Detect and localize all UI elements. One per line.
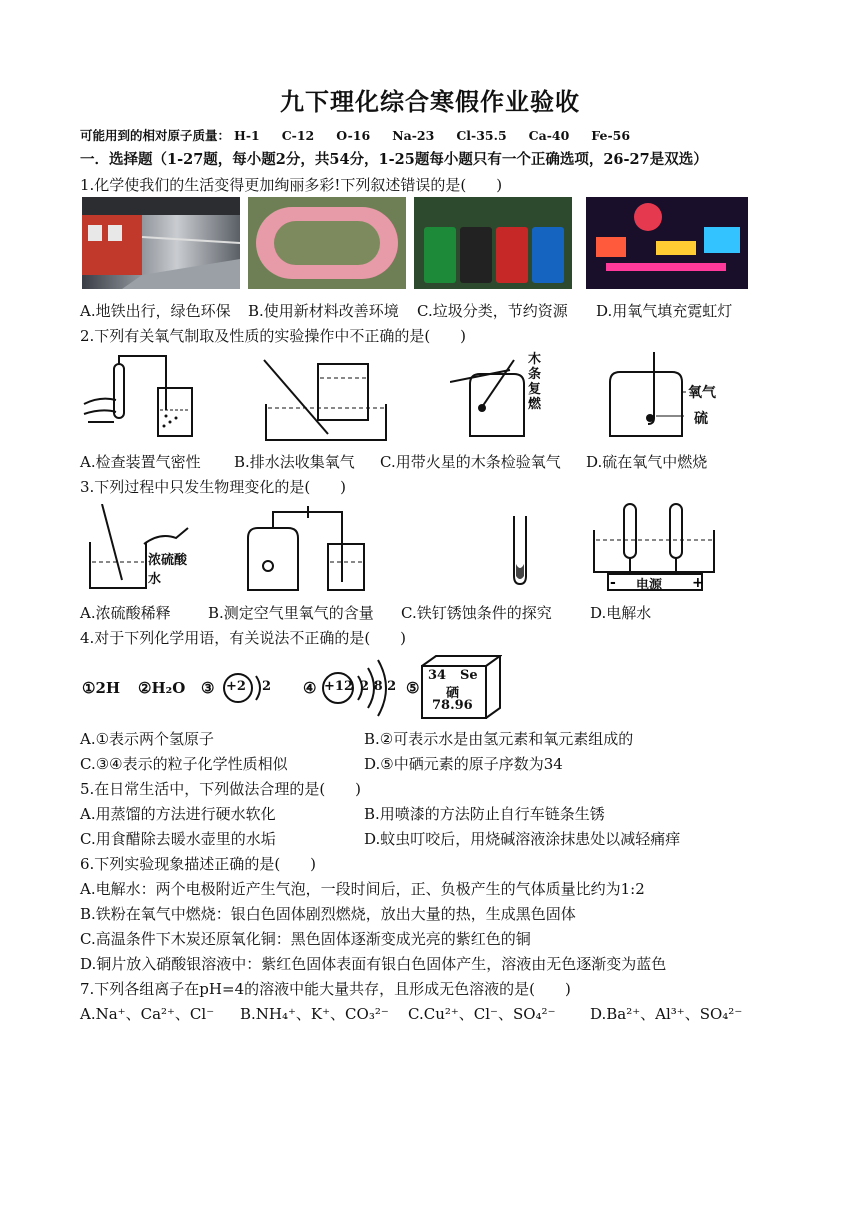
shells-4: 2 8 2 bbox=[360, 679, 397, 694]
label-yangqi: 氧气 bbox=[688, 385, 716, 401]
label-liu: 硫 bbox=[694, 411, 708, 427]
svg-text:+: + bbox=[692, 575, 704, 591]
q3-option-c: C.铁钉锈蚀条件的探究 bbox=[401, 604, 552, 622]
q5-option-b: B.用喷漆的方法防止自行车链条生锈 bbox=[364, 805, 605, 823]
atom-structure-4-diagram bbox=[320, 656, 400, 720]
q7-option-d: D.Ba²⁺、Al³⁺、SO₄²⁻ bbox=[590, 1005, 743, 1023]
q4-option-a: A.①表示两个氢原子 bbox=[80, 730, 215, 748]
oxygen-content-diagram bbox=[244, 504, 374, 594]
page-title: 九下理化综合寒假作业验收 bbox=[280, 87, 580, 116]
section-header: 一．选择题（1-27题，每小题2分，共54分，1-25题每小题只有一个正确选项，26-27是双选） bbox=[80, 151, 708, 168]
q5-option-c: C.用食醋除去暖水壶里的水垢 bbox=[80, 830, 276, 848]
symbol-3: ③ bbox=[201, 679, 215, 697]
atom-structure-3-diagram bbox=[220, 670, 280, 706]
q2-option-a: A.检查装置气密性 bbox=[80, 453, 201, 471]
acid-dilution-diagram bbox=[84, 504, 208, 594]
q4-option-c: C.③④表示的粒子化学性质相似 bbox=[80, 755, 288, 773]
element-mass: 78.96 bbox=[432, 698, 473, 713]
question-6-stem: 6.下列实验现象描述正确的是( ) bbox=[80, 855, 317, 873]
symbol-4: ④ bbox=[303, 679, 317, 697]
q3-option-d: D.电解水 bbox=[590, 604, 652, 622]
q4-option-b: B.②可表示水是由氢元素和氧元素组成的 bbox=[364, 730, 634, 748]
question-5-stem: 5.在日常生活中，下列做法合理的是( ) bbox=[80, 780, 362, 798]
atomic-mass-item: Fe-56 bbox=[591, 128, 631, 143]
q7-option-c: C.Cu²⁺、Cl⁻、SO₄²⁻ bbox=[408, 1005, 556, 1023]
q1-option-d: D.用氧气填充霓虹灯 bbox=[596, 302, 733, 320]
q3-option-a: A.浓硫酸稀释 bbox=[80, 604, 171, 622]
label-power: 电源 bbox=[636, 578, 663, 593]
subway-photo bbox=[82, 197, 240, 289]
q6-option-c: C.高温条件下木炭还原氧化铜：黑色固体逐渐变成光亮的紫红色的铜 bbox=[80, 930, 531, 948]
element-symbol: Se bbox=[460, 668, 478, 683]
sulfur-burning-diagram bbox=[604, 352, 724, 444]
atomic-mass-line bbox=[80, 126, 652, 146]
atomic-mass-item: O-16 bbox=[336, 128, 371, 143]
label-water: 水 bbox=[148, 572, 162, 587]
question-2-stem: 2.下列有关氧气制取及性质的实验操作中不正确的是( ) bbox=[80, 327, 467, 345]
q6-option-b: B.铁粉在氧气中燃烧：银白色固体剧烈燃烧，放出大量的热，生成黑色固体 bbox=[80, 905, 576, 923]
atomic-mass-label: 可能用到的相对原子质量： bbox=[80, 128, 231, 143]
label-acid: 浓硫酸 bbox=[148, 553, 188, 568]
atomic-mass-item: Ca-40 bbox=[528, 128, 570, 143]
atomic-mass-item: C-12 bbox=[281, 128, 315, 143]
q2-option-d: D.硫在氧气中燃烧 bbox=[586, 453, 708, 471]
svg-text:-: - bbox=[610, 575, 616, 591]
garbage-sorting-photo bbox=[414, 197, 572, 289]
q5-option-d: D.蚊虫叮咬后，用烧碱溶液涂抹患处以减轻痛痒 bbox=[364, 830, 681, 848]
q1-option-a: A.地铁出行，绿色环保 bbox=[80, 302, 231, 320]
nucleus-4: +12 bbox=[324, 679, 353, 694]
new-material-photo bbox=[248, 197, 406, 289]
oxygen-test-diagram bbox=[450, 352, 552, 444]
test-tube-diagram bbox=[508, 514, 532, 586]
shell-3: 2 bbox=[262, 679, 272, 694]
q4-option-d: D.⑤中硒元素的原子序数为34 bbox=[364, 755, 563, 773]
q2-option-c: C.用带火星的木条检验氧气 bbox=[380, 453, 561, 471]
question-1-stem: 1.化学使我们的生活变得更加绚丽多彩!下列叙述错误的是( ) bbox=[80, 176, 503, 194]
q7-option-b: B.NH₄⁺、K⁺、CO₃²⁻ bbox=[240, 1005, 389, 1023]
atomic-mass-item: H-1 bbox=[234, 128, 260, 143]
symbol-2: ②H₂O bbox=[138, 679, 186, 697]
question-3-stem: 3.下列过程中只发生物理变化的是( ) bbox=[80, 478, 347, 496]
atomic-mass-item: Cl-35.5 bbox=[456, 128, 507, 143]
airtightness-check-diagram bbox=[80, 352, 212, 444]
q6-option-d: D.铜片放入硝酸银溶液中：紫红色固体表面有银白色固体产生，溶液由无色逐渐变为蓝色 bbox=[80, 955, 667, 973]
question-7-stem: 7.下列各组离子在pH=4的溶液中能大量共存，且形成无色溶液的是( ) bbox=[80, 980, 571, 998]
neon-lights-photo bbox=[586, 197, 748, 289]
question-4-stem: 4.对于下列化学用语，有关说法不正确的是( ) bbox=[80, 629, 407, 647]
element-name: 硒 bbox=[446, 686, 460, 701]
symbol-5: ⑤ bbox=[406, 679, 420, 697]
q3-option-b: B.测定空气里氧气的含量 bbox=[208, 604, 374, 622]
symbol-1: ①2H bbox=[82, 679, 121, 697]
electrolysis-diagram bbox=[588, 500, 722, 596]
atomic-mass-item: Na-23 bbox=[392, 128, 435, 143]
q2-option-b: B.排水法收集氧气 bbox=[234, 453, 355, 471]
element-number: 34 bbox=[428, 668, 447, 683]
q6-option-a: A.电解水：两个电极附近产生气泡，一段时间后，正、负极产生的气体质量比约为1:2 bbox=[80, 880, 645, 898]
element-cell-se bbox=[420, 654, 502, 720]
q7-option-a: A.Na⁺、Ca²⁺、Cl⁻ bbox=[80, 1005, 215, 1023]
q1-option-b: B.使用新材料改善环境 bbox=[248, 302, 399, 320]
nucleus-3: +2 bbox=[226, 679, 246, 694]
q1-option-c: C.垃圾分类，节约资源 bbox=[417, 302, 568, 320]
label-mutiao: 木条复燃 bbox=[528, 352, 542, 412]
q5-option-a: A.用蒸馏的方法进行硬水软化 bbox=[80, 805, 276, 823]
water-displacement-diagram bbox=[262, 352, 392, 444]
